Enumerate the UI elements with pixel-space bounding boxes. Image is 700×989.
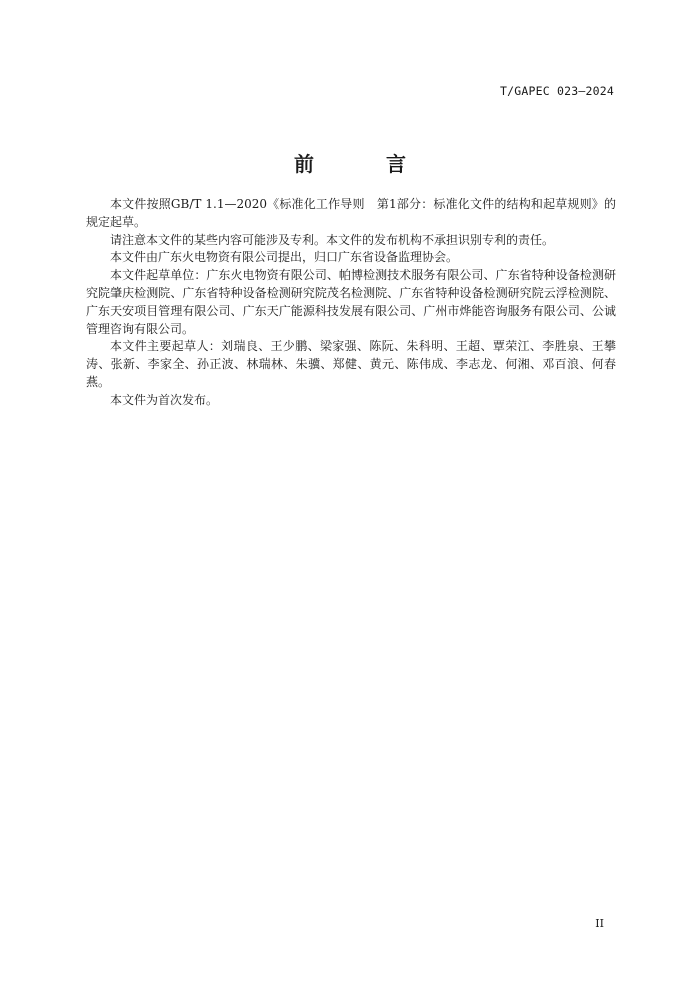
paragraph-patent-notice: 请注意本文件的某些内容可能涉及专利。本文件的发布机构不承担识别专利的责任。 xyxy=(110,232,555,247)
page-number: II xyxy=(595,917,604,930)
page-title: 前 言 xyxy=(294,152,432,176)
paragraph-proposer: 本文件由广东火电物资有限公司提出，归口广东省设备监理协会。 xyxy=(110,250,459,265)
paragraph-drafters: 本文件主要起草人：刘瑞良、王少鹏、梁家强、陈阮、朱科明、王超、覃荣江、李胜泉、王攀涛、张新、李家全、孙正波、林瑞林、朱骥、郑健、黄元、陈伟成、李志龙、何湘、邓百浪、何春燕。 xyxy=(86,339,616,389)
paragraph-drafting-units: 本文件起草单位：广东火电物资有限公司、帕博检测技术服务有限公司、广东省特种设备检测研究院肇庆检测院、广东省特种设备检测研究院茂名检测院、广东省特种设备检测研究院云浮检测院、广东天安项目管理有限公司、广东天广能源科技发展有限公司、广州市烨能咨询服务有限公司、公诚管理咨询有限公司。 xyxy=(86,268,616,336)
paragraph-drafting-rules: 本文件按照GB/T 1.1—2020《标准化工作导则 第1部分：标准化文件的结构和起草规则》的规定起草。 xyxy=(86,197,616,229)
paragraph-first-release: 本文件为首次发布。 xyxy=(110,392,219,407)
document-code: T/GAPEC 023—2024 xyxy=(500,84,614,98)
foreword-body xyxy=(86,196,616,410)
